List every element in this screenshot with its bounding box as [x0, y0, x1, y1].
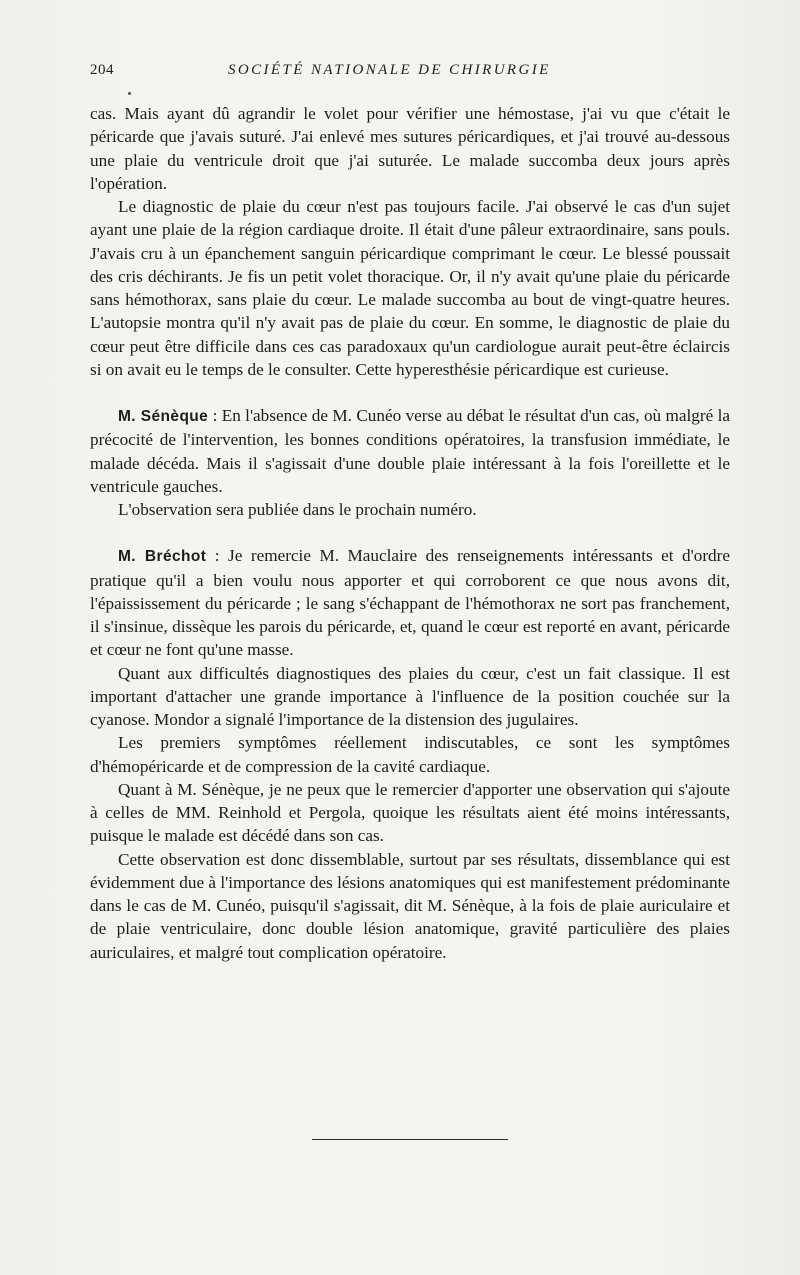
speaker-name: M. Sénèque: [118, 408, 209, 425]
paragraph-seneque: [90, 404, 730, 498]
paragraph-text: : Je remercie M. Mauclaire des renseignements intéressants et d'ordre pratique qu'il a bien voulu nous apporter et qui corroborent ce que nous avons dit, l'épaississement du péricarde ; le sang s'échappant de l'hémothorax ne sort pas franchement, il s'insinue, dissèque les parois du péricarde, et, quand le cœur est reporté en avant, péricarde et cœur ne font qu'une masse.: [90, 546, 731, 660]
paragraph-seneque-reply: Quant à M. Sénèque, je ne peux que le remercier d'apporter une observation qui s'ajoute à celles de MM. Reinhold et Pergola, quoique les résultats aient été moins intéressants, puisque le malade est décédé dans son cas.: [90, 779, 730, 846]
paragraph-continuation: cas. Mais ayant dû agrandir le volet pour vérifier une hémostase, j'ai vu que c'était le péricarde que j'avais suturé. J'ai enlevé mes sutures péricardiques, et j'ai trouvé au-dessous une plaie du ventricule droit que j'ai suturée. Le malade succomba deux jours après l'opération.: [90, 104, 730, 193]
paragraph-dissemblable: Cette observation est donc dissemblable, surtout par ses résultats, dissemblance qui est évidemment due à l'importance des lésions anatomiques qui est manifestement prédominante dans le cas de M. Cunéo, puisqu'il s'agissait, dit M. Sénèque, à la fois de plaie auriculaire et de plaie ventriculaire, donc double lésion anatomique, gravité particulière des plaies auriculaires, et malgré tout complication opératoire.: [90, 849, 730, 962]
page-body: [90, 102, 730, 964]
page-number: 204: [90, 62, 114, 78]
paragraph-symptomes: Les premiers symptômes réellement indiscutables, ce sont les symptômes d'hémopéricarde et de compression de la cavité cardiaque.: [90, 733, 730, 776]
speaker-name: M. Bréchot: [118, 548, 207, 566]
paragraph-text: : En l'absence de M. Cunéo verse au débat le résultat d'un cas, où malgré la précocité de l'intervention, les bonnes conditions opératoires, la transfusion immédiate, le malade décéda. Mais il s'agissait d'une double plaie intéressant à la fois l'oreillette et le ventricule gauches.: [90, 406, 730, 496]
running-title: SOCIÉTÉ NATIONALE DE CHIRURGIE: [228, 62, 551, 78]
paragraph-difficultes: Quant aux difficultés diagnostiques des plaies du cœur, c'est un fait classique. Il est important d'attacher une grande importance à l'influence de la position couchée sur la cyanose. Mondor a signalé l'importance de la distension des jugulaires.: [90, 663, 730, 729]
paragraph-brechot: [90, 544, 730, 661]
print-speck: [128, 92, 131, 95]
paragraph-observation: L'observation sera publiée dans le prochain numéro.: [118, 500, 477, 519]
closing-rule: [312, 1139, 508, 1140]
paragraph-diagnostic: Le diagnostic de plaie du cœur n'est pas toujours facile. J'ai observé le cas d'un sujet ayant une plaie de la région cardiaque droite. Il était d'une pâleur extraordinaire, sans pouls. J'avais cru à un épanchement sanguin péricardique comprimant le cœur. Le blessé poussait des cris déchirants. Je fis un petit volet thoracique. Or, il n'y avait qu'une plaie du péricarde sans hémothorax, sans plaie du cœur. Le malade succomba au bout de vingt-quatre heures. L'autopsie montra qu'il n'y avait pas de plaie du cœur. En somme, le diagnostic de plaie du cœur peut être difficile dans ces cas paradoxaux qu'un cardiologue aurait peut-être éclaircis si on avait eu le temps de le consulter. Cette hyperesthésie péricardique est curieuse.: [90, 197, 730, 379]
section-gap: [90, 521, 730, 544]
page-header: [90, 62, 730, 84]
section-gap: [90, 381, 730, 404]
